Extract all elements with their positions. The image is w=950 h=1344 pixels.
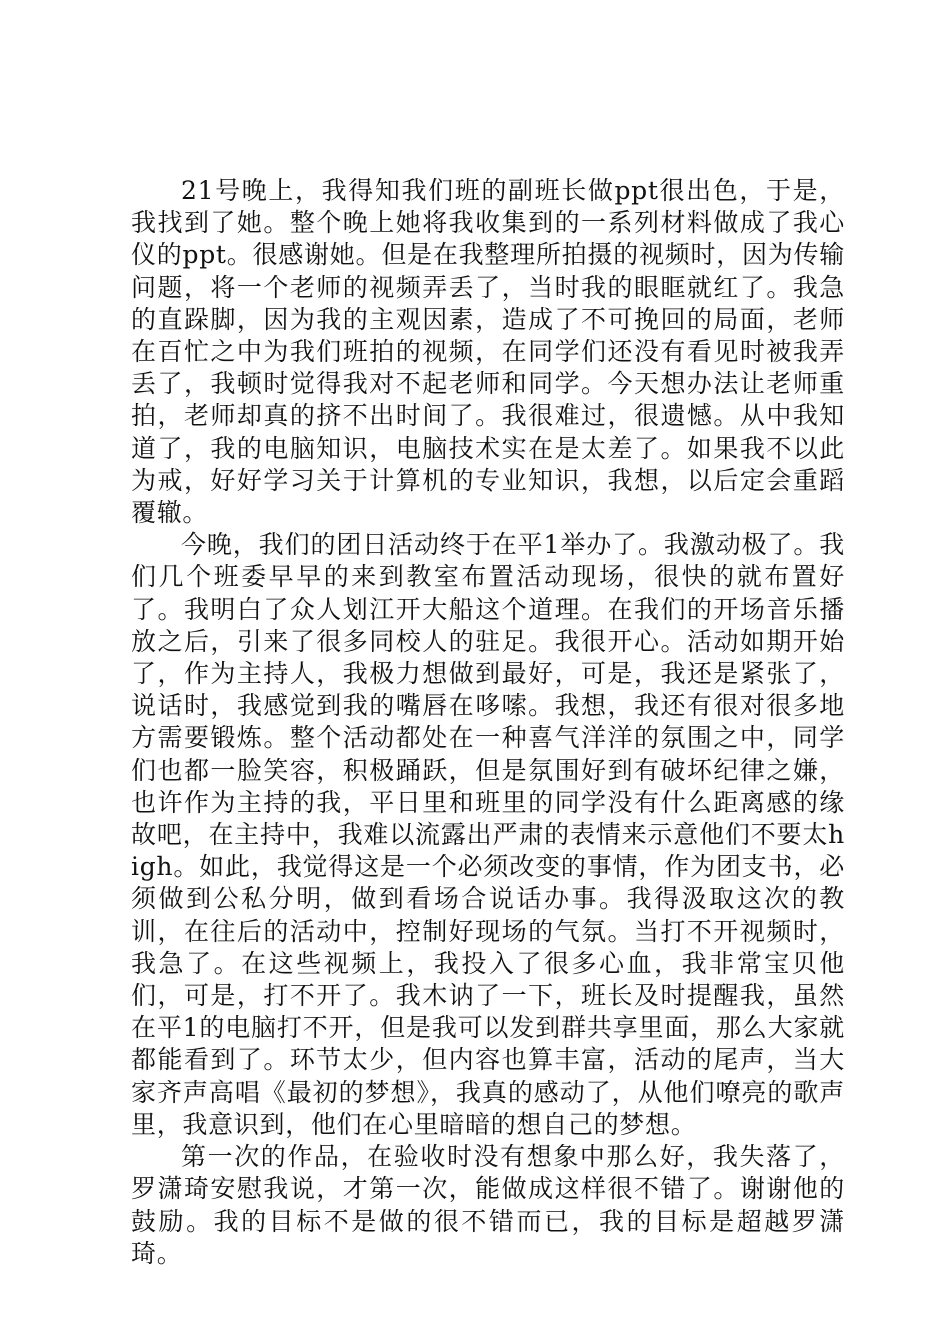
document-page — [131, 175, 845, 1270]
paragraph: 第一次的作品，在验收时没有想象中那么好，我失落了，罗潇琦安慰我说，才第一次，能做成这样很不错了。谢谢他的鼓励。我的目标不是做的很不错而已，我的目标是超越罗潇琦。 — [131, 1142, 845, 1268]
paragraph: 今晚，我们的团日活动终于在平1举办了。我激动极了。我们几个班委早早的来到教室布置活动现场，很快的就布置好了。我明白了众人划江开大船这个道理。在我们的开场音乐播放之后，引来了很多同校人的驻足。我很开心。活动如期开始了，作为主持人，我极力想做到最好，可是，我还是紧张了，说话时，我感觉到我的嘴唇在哆嗦。我想，我还有很对很多地方需要锻炼。整个活动都处在一种喜气洋洋的氛围之中，同学们也都一脸笑容，积极踊跃，但是氛围好到有破坏纪律之嫌，也许作为主持的我，平日里和班里的同学没有什么距离感的缘故吧，在主持中，我难以流露出严肃的表情来示意他们不要太high。如此，我觉得这是一个必须改变的事情，作为团支书，必须做到公私分明，做到看场合说话办事。我得汲取这次的教训，在往后的活动中，控制好现场的气氛。当打不开视频时，我急了。在这些视频上，我投入了很多心血，我非常宝贝他们，可是，打不开了。我木讷了一下，班长及时提醒我，虽然在平1的电脑打不开，但是我可以发到群共享里面，那么大家就都能看到了。环节太少，但内容也算丰富，活动的尾声，当大家齐声高唱《最初的梦想》，我真的感动了，从他们嘹亮的歌声里，我意识到，他们在心里暗暗的想自己的梦想。 — [131, 530, 845, 1139]
paragraph: 21号晚上，我得知我们班的副班长做ppt很出色，于是，我找到了她。整个晚上她将我收集到的一系列材料做成了我心仪的ppt。很感谢她。但是在我整理所拍摄的视频时，因为传输问题，将一个老师的视频弄丢了，当时我的眼眶就红了。我急的直跺脚，因为我的主观因素，造成了不可挽回的局面，老师在百忙之中为我们班拍的视频，在同学们还没有看见时被我弄丢了，我顿时觉得我对不起老师和同学。今天想办法让老师重拍，老师却真的挤不出时间了。我很难过，很遗憾。从中我知道了，我的电脑知识，电脑技术实在是太差了。如果我不以此为戒，好好学习关于计算机的专业知识，我想，以后定会重蹈覆辙。 — [131, 176, 845, 528]
